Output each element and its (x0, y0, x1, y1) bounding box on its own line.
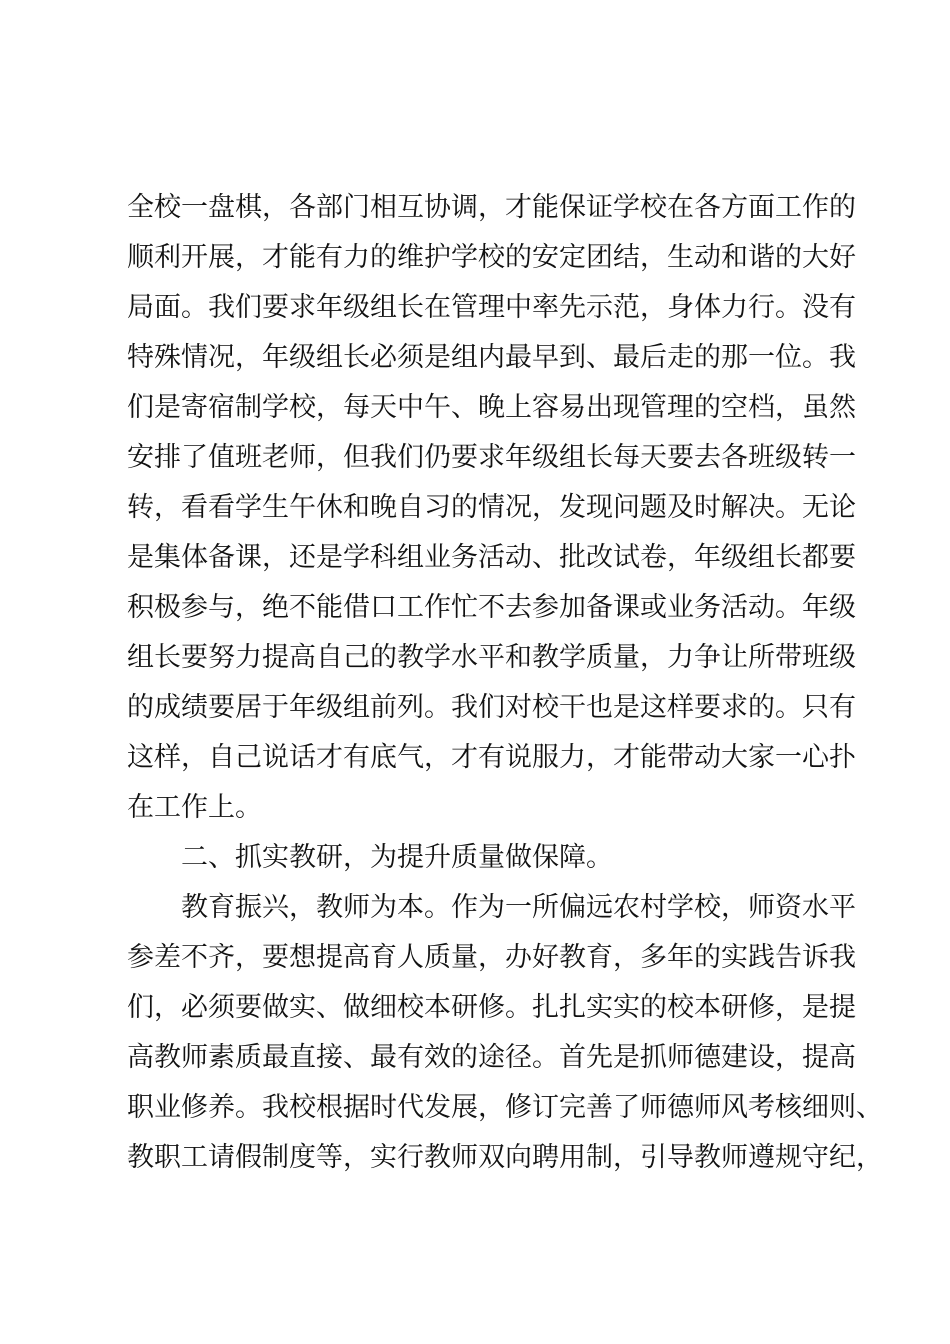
text-line-8: 是集体备课，还是学科组业务活动、批改试卷，年级组长都要 (127, 542, 856, 573)
text-line-16: 参差不齐，要想提高育人质量，办好教育，多年的实践告诉我 (127, 942, 856, 973)
text-line-18: 高教师素质最直接、最有效的途径。首先是抓师德建设，提高 (127, 1042, 856, 1073)
text-line-7: 转，看看学生午休和晚自习的情况，发现问题及时解决。无论 (127, 492, 856, 523)
text-line-11: 的成绩要居于年级组前列。我们对校干也是这样要求的。只有 (127, 692, 856, 723)
text-line-10: 组长要努力提高自己的教学水平和教学质量，力争让所带班级 (127, 642, 856, 673)
paragraph-first-line: 教育振兴，教师为本。作为一所偏远农村学校，师资水平 (181, 892, 856, 923)
text-line-4: 特殊情况，年级组长必须是组内最早到、最后走的那一位。我 (127, 342, 856, 373)
text-line-2: 顺利开展，才能有力的维护学校的安定团结，生动和谐的大好 (127, 242, 856, 273)
text-line-6: 安排了值班老师，但我们仍要求年级组长每天要去各班级转一 (127, 442, 856, 473)
text-line-5: 们是寄宿制学校，每天中午、晚上容易出现管理的空档，虽然 (127, 392, 856, 423)
section-heading: 二、抓实教研，为提升质量做保障。 (181, 842, 613, 873)
text-line-20: 教职工请假制度等，实行教师双向聘用制，引导教师遵规守纪， (127, 1142, 883, 1173)
text-line-13: 在工作上。 (127, 792, 262, 823)
document-body (127, 183, 883, 1183)
text-line-17: 们，必须要做实、做细校本研修。扎扎实实的校本研修，是提 (127, 992, 856, 1023)
text-line-9: 积极参与，绝不能借口工作忙不去参加备课或业务活动。年级 (127, 592, 856, 623)
text-line-3: 局面。我们要求年级组长在管理中率先示范，身体力行。没有 (127, 292, 856, 323)
text-line-12: 这样，自己说话才有底气，才有说服力，才能带动大家一心扑 (127, 742, 856, 773)
text-line-1: 全校一盘棋，各部门相互协调，才能保证学校在各方面工作的 (127, 192, 856, 223)
text-line-19: 职业修养。我校根据时代发展，修订完善了师德师风考核细则、 (127, 1092, 883, 1123)
